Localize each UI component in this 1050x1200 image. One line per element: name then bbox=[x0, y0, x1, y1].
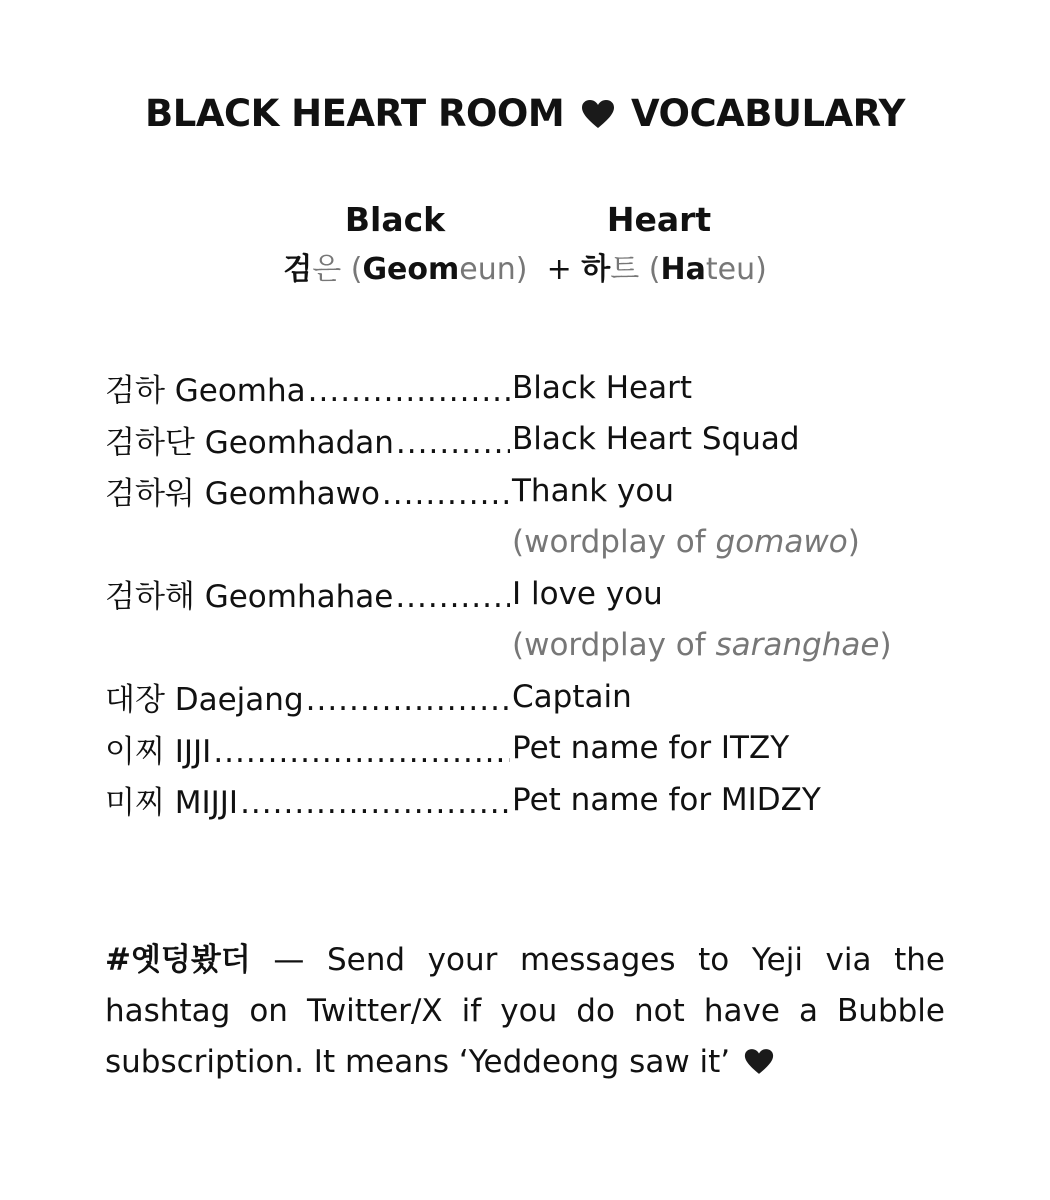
leader-dots bbox=[382, 476, 510, 512]
title-right: VOCABULARY bbox=[631, 92, 905, 135]
roman2-light: teu bbox=[705, 252, 756, 287]
vocab-term: 검하단 Geomhadan bbox=[105, 424, 394, 461]
black-heart-icon bbox=[744, 1040, 774, 1091]
korean2-bold: 하 bbox=[581, 252, 611, 287]
page-title bbox=[0, 92, 1050, 138]
list-item bbox=[105, 774, 925, 826]
vocabulary-list bbox=[105, 362, 925, 826]
etymology-word-heart: Heart bbox=[606, 200, 712, 239]
vocab-note: (wordplay of gomawo) bbox=[512, 524, 860, 561]
hashtag: #옛덩봤더 bbox=[105, 942, 251, 978]
leader-dots bbox=[396, 425, 510, 461]
footer-text: — Send your messages to Yeji via the hashtag on Twitter/X if you do not have a Bubble subscription. It means ‘Yeddeong saw it’ bbox=[105, 942, 945, 1080]
leader-dots bbox=[308, 373, 510, 409]
etymology-line: 검은 (Geomeun) + 하트 (Hateu) bbox=[283, 252, 767, 287]
title-left: BLACK HEART ROOM bbox=[145, 92, 565, 135]
korean2-light: 트 bbox=[610, 252, 640, 287]
vocab-note: (wordplay of saranghae) bbox=[512, 627, 892, 664]
leader-dots bbox=[240, 785, 510, 821]
roman1-bold: Geom bbox=[362, 252, 460, 287]
list-item-note bbox=[105, 517, 925, 569]
list-item bbox=[105, 568, 925, 620]
list-item bbox=[105, 362, 925, 414]
list-item bbox=[105, 465, 925, 517]
footer-note bbox=[105, 935, 945, 1091]
vocab-term: 미찌 MIJJI bbox=[105, 785, 239, 822]
leader-dots bbox=[306, 682, 510, 718]
roman1-light: eun bbox=[459, 252, 516, 287]
etymology-word-black: Black bbox=[344, 200, 446, 239]
vocab-meaning: Thank you bbox=[512, 472, 674, 509]
black-heart-icon bbox=[581, 95, 615, 138]
vocab-meaning: Black Heart bbox=[512, 369, 693, 406]
vocab-term: 검하해 Geomhahae bbox=[105, 579, 394, 616]
leader-dots bbox=[395, 579, 510, 615]
vocab-term: 검하워 Geomhawo bbox=[105, 476, 380, 513]
vocab-meaning: Pet name for ITZY bbox=[512, 730, 790, 767]
list-item bbox=[105, 723, 925, 775]
vocab-meaning: Captain bbox=[512, 678, 632, 715]
vocab-meaning: Pet name for MIDZY bbox=[512, 781, 821, 818]
list-item bbox=[105, 414, 925, 466]
vocab-term: 검하 Geomha bbox=[105, 373, 306, 410]
leader-dots bbox=[213, 734, 510, 770]
korean1-bold: 검 bbox=[283, 252, 313, 287]
plus-sign: + bbox=[546, 252, 572, 287]
vocab-term: 이찌 IJJI bbox=[105, 733, 212, 770]
vocab-meaning: Black Heart Squad bbox=[512, 421, 800, 458]
vocab-term: 대장 Daejang bbox=[105, 682, 304, 719]
korean1-light: 은 bbox=[312, 252, 342, 287]
list-item bbox=[105, 671, 925, 723]
list-item-note bbox=[105, 620, 925, 672]
roman2-bold: Ha bbox=[660, 252, 706, 287]
vocab-meaning: I love you bbox=[512, 575, 663, 612]
